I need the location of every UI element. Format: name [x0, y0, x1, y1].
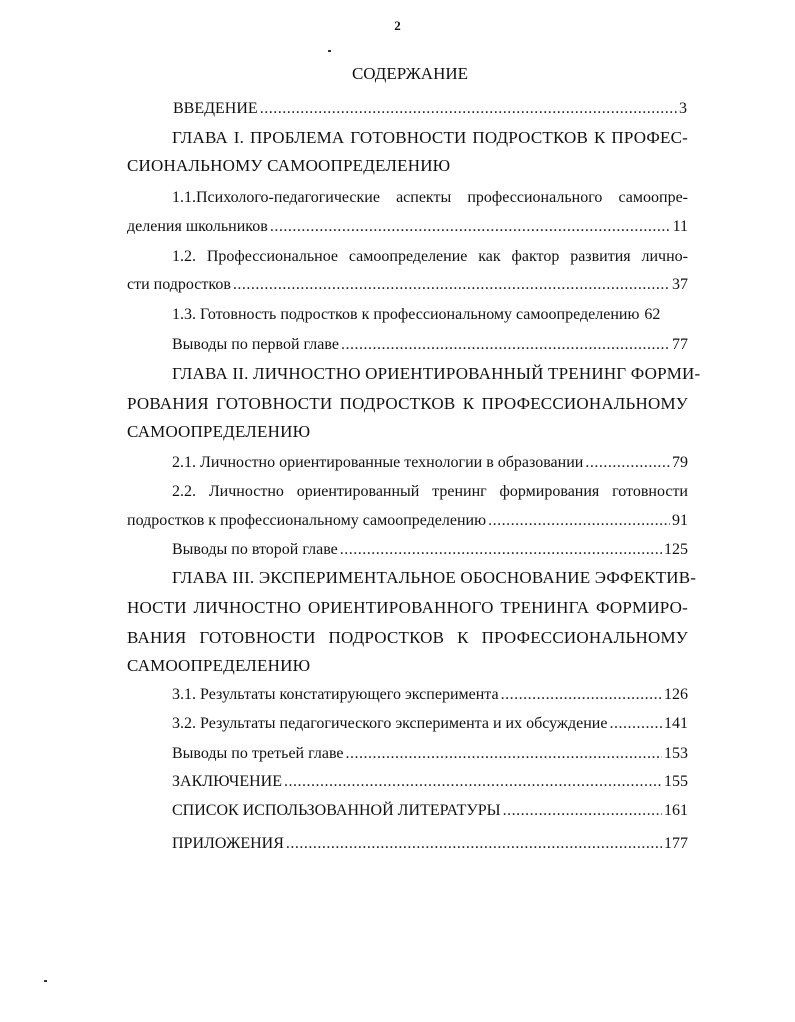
- chapter-3-line-1[interactable]: ГЛАВА III. ЭКСПЕРИМЕНТАЛЬНОЕ ОБОСНОВАНИЕ ЭФФЕКТИВ-: [172, 568, 697, 587]
- toc-page: 141: [664, 715, 688, 732]
- toc-label: ВВЕДЕНИЕ: [173, 100, 258, 117]
- page-number: 2: [394, 18, 401, 33]
- toc-entry-3-1[interactable]: [172, 684, 688, 706]
- toc-entry-3-2[interactable]: [172, 713, 688, 735]
- scan-speck: [44, 980, 47, 982]
- toc-label: Выводы по первой главе: [172, 336, 339, 353]
- page-title: СОДЕРЖАНИЕ: [351, 64, 469, 83]
- chapter-3-line-3[interactable]: ВАНИЯ ГОТОВНОСТИ ПОДРОСТКОВ К ПРОФЕССИОНАЛЬНОМУ: [127, 628, 688, 647]
- toc-leader: [503, 800, 662, 822]
- toc-label: 1.3. Готовность подростков к профессиональному самоопределению: [172, 306, 640, 323]
- toc-page: 126: [664, 686, 688, 703]
- chapter-3-line-4[interactable]: САМООПРЕДЕЛЕНИЮ: [127, 656, 311, 675]
- toc-label: Выводы по второй главе: [172, 541, 338, 558]
- section-2-2-line-1[interactable]: 2.2. Личностно ориентированный тренинг формирования готовности: [172, 483, 688, 500]
- toc-entry-2-2[interactable]: [127, 510, 688, 532]
- chapter-1-line-1[interactable]: ГЛАВА I. ПРОБЛЕМА ГОТОВНОСТИ ПОДРОСТКОВ К ПРОФЕС-: [172, 128, 688, 147]
- toc-entry-1-1[interactable]: [127, 216, 688, 238]
- toc-label: ПРИЛОЖЕНИЯ: [172, 835, 284, 852]
- toc-leader: [585, 452, 670, 474]
- toc-entry-2-1[interactable]: [172, 452, 688, 474]
- toc-leader: [609, 713, 662, 735]
- toc-leader: [340, 539, 662, 561]
- toc-page: 79: [672, 454, 688, 471]
- toc-page: 62: [644, 306, 661, 323]
- toc-label: ЗАКЛЮЧЕНИЕ: [172, 773, 282, 790]
- scan-speck: [328, 50, 331, 52]
- toc-page: 153: [664, 745, 688, 762]
- toc-page: 37: [672, 276, 688, 293]
- toc-label: Выводы по третьей главе: [172, 745, 344, 762]
- toc-page: 155: [664, 773, 688, 790]
- toc-entry-references[interactable]: [172, 800, 688, 822]
- chapter-2-line-3[interactable]: САМООПРЕДЕЛЕНИЮ: [127, 422, 311, 441]
- toc-page: 91: [672, 512, 688, 529]
- toc-entry-conclusion[interactable]: [172, 771, 688, 793]
- toc-leader: [488, 510, 670, 532]
- chapter-1-line-2[interactable]: СИОНАЛЬНОМУ САМООПРЕДЕЛЕНИЮ: [127, 156, 451, 175]
- toc-label: 3.2. Результаты педагогического эксперимента и их обсуждение: [172, 715, 608, 732]
- section-1-1-line-1[interactable]: 1.1.Психолого-педагогические аспекты профессионального самоопре-: [172, 189, 688, 206]
- toc-page: 161: [664, 802, 688, 819]
- toc-label: подростков к профессиональному самоопределению: [127, 512, 487, 529]
- toc-entry-1-2[interactable]: [127, 274, 688, 296]
- toc-entry-conclusions-2[interactable]: [172, 539, 688, 561]
- toc-label: сти подростков: [127, 276, 231, 293]
- toc-label: 3.1. Результаты констатирующего эксперимента: [172, 686, 499, 703]
- toc-leader: [346, 743, 663, 765]
- toc-page: 11: [672, 218, 688, 235]
- toc-leader: [233, 274, 670, 296]
- toc-page: 3: [679, 100, 687, 117]
- toc-leader: [260, 98, 677, 120]
- toc-entry-1-3[interactable]: [172, 304, 688, 326]
- toc-leader: [341, 334, 670, 356]
- toc-entry-conclusions-1[interactable]: [172, 334, 688, 356]
- toc-page: 125: [664, 541, 688, 558]
- toc-leader: [284, 771, 662, 793]
- toc-entry-appendices[interactable]: [172, 833, 688, 855]
- chapter-2-line-2[interactable]: РОВАНИЯ ГОТОВНОСТИ ПОДРОСТКОВ К ПРОФЕССИОНАЛЬНОМУ: [127, 394, 688, 413]
- toc-page: 77: [672, 336, 688, 353]
- toc-leader: [270, 216, 671, 238]
- section-1-2-line-1[interactable]: 1.2. Профессиональное самоопределение как фактор развития лично-: [172, 248, 688, 265]
- toc-label: деления школьников: [127, 218, 268, 235]
- toc-page: 177: [664, 835, 688, 852]
- toc-label: СПИСОК ИСПОЛЬЗОВАННОЙ ЛИТЕРАТУРЫ: [172, 802, 501, 819]
- chapter-3-line-2[interactable]: НОСТИ ЛИЧНОСТНО ОРИЕНТИРОВАННОГО ТРЕНИНГА ФОРМИРО-: [127, 598, 688, 617]
- toc-entry-conclusions-3[interactable]: [172, 743, 688, 765]
- toc-entry-intro[interactable]: [173, 98, 687, 120]
- chapter-2-line-1[interactable]: ГЛАВА II. ЛИЧНОСТНО ОРИЕНТИРОВАННЫЙ ТРЕНИНГ ФОРМИ-: [172, 364, 701, 383]
- toc-label: 2.1. Личностно ориентированные технологии в образовании: [172, 454, 584, 471]
- toc-leader: [501, 684, 662, 706]
- toc-leader: [286, 833, 662, 855]
